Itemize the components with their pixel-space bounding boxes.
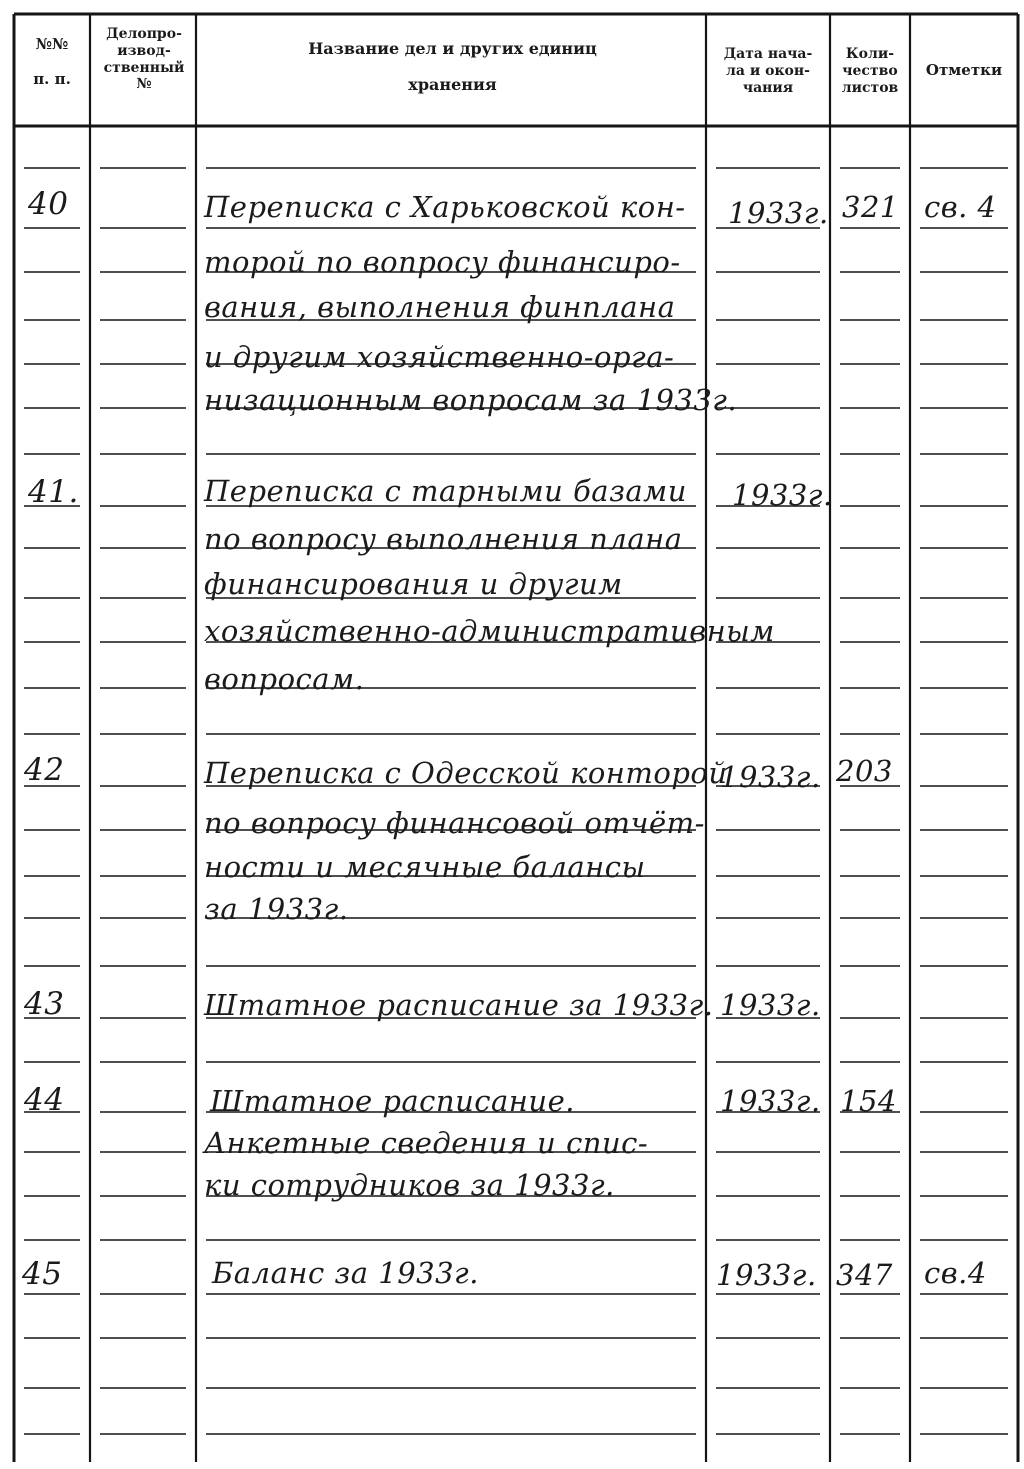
entry-number: 44: [24, 1082, 65, 1118]
header-line: ла и окон-: [726, 62, 810, 79]
entry-sheet-count: 321: [842, 190, 899, 224]
header-col-title: [200, 40, 705, 95]
header-line: №: [136, 76, 152, 93]
header-col-notes: [912, 62, 1016, 79]
header-col-number: [16, 36, 88, 89]
entry-title-line: ности и месячные балансы: [204, 850, 646, 884]
entry-title-line: Переписка с Харьковской кон-: [204, 190, 686, 224]
entry-date: 1933г.: [716, 1258, 817, 1292]
entry-title-line: хозяйственно-административным: [204, 614, 775, 648]
entry-date: 1933г.: [728, 196, 829, 230]
entry-title-line: Баланс за 1933г.: [212, 1256, 479, 1290]
header-line: листов: [841, 79, 899, 96]
entry-title-line: Штатное расписание.: [210, 1084, 575, 1118]
entry-title-line: Штатное расписание за 1933г.: [204, 988, 714, 1022]
entry-title-line: и другим хозяйственно-орга-: [204, 340, 675, 374]
entry-sheet-count: 347: [836, 1258, 893, 1292]
header-line: чество: [842, 62, 898, 79]
header-line: №№: [35, 35, 69, 53]
header-line: ственный: [103, 59, 185, 76]
header-line: п. п.: [33, 70, 71, 89]
entry-date: 1933г.: [720, 1084, 821, 1118]
entry-notes: св.4: [924, 1256, 987, 1290]
entry-title-line: ки сотрудников за 1933г.: [204, 1168, 615, 1202]
entry-title-line: Анкетные сведения и спис-: [204, 1126, 649, 1160]
entry-number: 43: [24, 986, 65, 1022]
header-col-sheets: [830, 46, 910, 96]
entry-date: 1933г.: [720, 988, 821, 1022]
entry-sheet-count: 154: [840, 1084, 897, 1118]
entry-title-line: вопросам.: [204, 662, 365, 696]
entry-title-line: по вопросу выполнения плана: [204, 522, 683, 556]
entry-title-line: вания, выполнения финплана: [204, 290, 676, 324]
entry-date: 1933г.: [720, 760, 821, 794]
header-line: Отметки: [925, 61, 1003, 79]
entry-title-line: низационным вопросам за 1933г.: [204, 383, 738, 417]
header-line: Коли-: [845, 46, 895, 62]
header-col-dates: [708, 46, 828, 96]
header-line: чания: [742, 79, 794, 96]
header-line: хранения: [408, 75, 497, 95]
entry-date: 1933г.: [732, 478, 833, 512]
entry-notes: св. 4: [924, 190, 997, 224]
entry-sheet-count: 203: [836, 754, 893, 788]
entry-title-line: за 1933г.: [204, 892, 349, 926]
entry-title-line: Переписка с тарными базами: [204, 474, 687, 508]
entry-title-line: финансирования и другим: [204, 567, 623, 601]
entry-number: 42: [24, 752, 65, 788]
entry-number: 40: [28, 186, 69, 222]
header-line: извод-: [117, 42, 171, 59]
entry-title-line: Переписка с Одесской конторой: [204, 756, 728, 790]
entry-number: 45: [22, 1256, 63, 1292]
entry-number: 41.: [28, 474, 79, 510]
entry-title-line: по вопросу финансовой отчёт-: [204, 806, 705, 840]
header-line: Дата нача-: [723, 46, 813, 62]
entry-title-line: торой по вопросу финансиро-: [204, 245, 681, 279]
header-col-office-number: [92, 26, 196, 93]
header-line: Название дел и других единиц: [308, 39, 597, 58]
header-line: Делопро-: [106, 26, 182, 42]
